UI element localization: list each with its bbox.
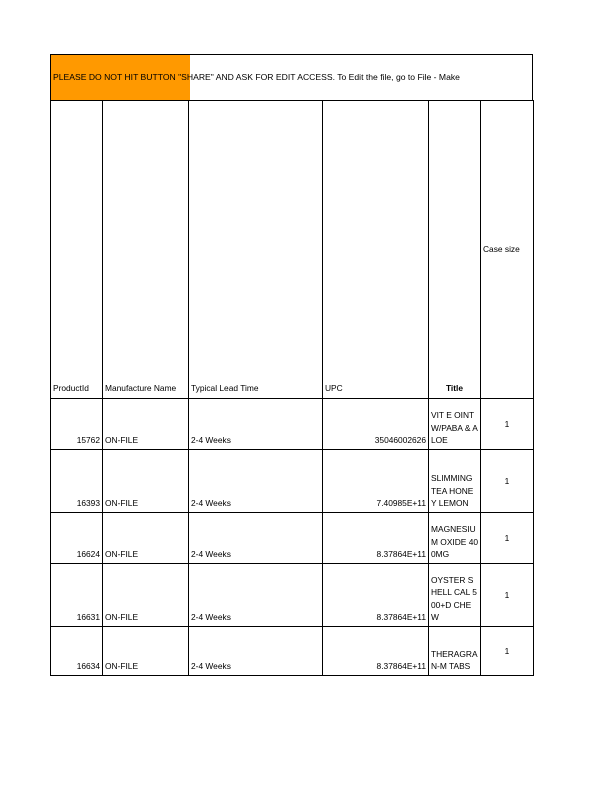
cell-product-id: 16624 — [51, 513, 103, 564]
cell-product-id: 16393 — [51, 450, 103, 513]
cell-case-size: 1 — [481, 627, 534, 676]
cell-product-id: 16634 — [51, 627, 103, 676]
table-row — [51, 450, 534, 513]
cell-manufacture-name: ON-FILE — [103, 564, 189, 627]
header-row — [51, 101, 534, 399]
cell-manufacture-name: ON-FILE — [103, 450, 189, 513]
cell-upc: 8.37864E+11 — [323, 564, 429, 627]
cell-title: THERAGRAN-M TABS — [429, 627, 481, 676]
cell-case-size: 1 — [481, 450, 534, 513]
table-row — [51, 627, 534, 676]
cell-title: VIT E OINT W/PABA & ALOE — [429, 399, 481, 450]
cell-upc: 7.40985E+11 — [323, 450, 429, 513]
table-row — [51, 399, 534, 450]
cell-upc: 8.37864E+11 — [323, 627, 429, 676]
cell-lead-time: 2-4 Weeks — [189, 513, 323, 564]
header-title: Title — [429, 101, 481, 399]
cell-case-size: 1 — [481, 564, 534, 627]
cell-lead-time: 2-4 Weeks — [189, 627, 323, 676]
banner-text: PLEASE DO NOT HIT BUTTON "SHARE" AND ASK FOR EDIT ACCESS. To Edit the file, go to File - Make — [53, 72, 460, 82]
header-manufacture-name: Manufacture Name — [103, 101, 189, 399]
cell-product-id: 15762 — [51, 399, 103, 450]
cell-title: SLIMMING TEA HONEY LEMON — [429, 450, 481, 513]
cell-manufacture-name: ON-FILE — [103, 627, 189, 676]
cell-manufacture-name: ON-FILE — [103, 513, 189, 564]
product-table — [50, 100, 534, 676]
table-row — [51, 513, 534, 564]
cell-title: MAGNESIUM OXIDE 400MG — [429, 513, 481, 564]
header-case-size: Case size — [481, 101, 534, 399]
header-upc: UPC — [323, 101, 429, 399]
cell-upc: 8.37864E+11 — [323, 513, 429, 564]
header-product-id: ProductId — [51, 101, 103, 399]
cell-manufacture-name: ON-FILE — [103, 399, 189, 450]
header-lead-time: Typical Lead Time — [189, 101, 323, 399]
warning-banner — [50, 54, 533, 100]
cell-product-id: 16631 — [51, 564, 103, 627]
cell-case-size: 1 — [481, 399, 534, 450]
table-row — [51, 564, 534, 627]
spreadsheet — [50, 54, 533, 676]
cell-case-size: 1 — [481, 513, 534, 564]
cell-title: OYSTER SHELL CAL 500+D CHEW — [429, 564, 481, 627]
cell-lead-time: 2-4 Weeks — [189, 399, 323, 450]
cell-lead-time: 2-4 Weeks — [189, 450, 323, 513]
cell-upc: 35046002626 — [323, 399, 429, 450]
cell-lead-time: 2-4 Weeks — [189, 564, 323, 627]
